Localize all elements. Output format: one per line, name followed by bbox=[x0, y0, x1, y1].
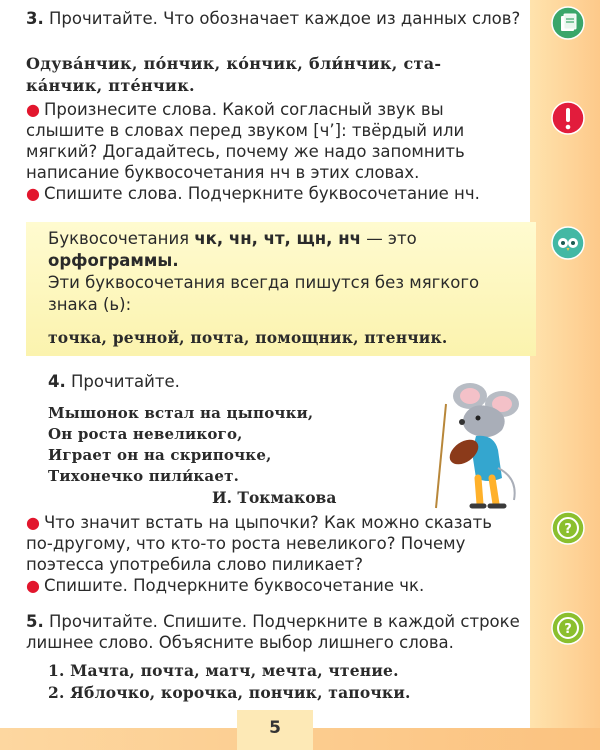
exercise-4-task-2 bbox=[26, 575, 522, 596]
exercise-3-words-line1: Одува́нчик, по́нчик, ко́нчик, бли́нчик, ста- bbox=[26, 54, 442, 73]
exercise-3-tasks bbox=[26, 99, 522, 204]
question-icon bbox=[551, 511, 585, 545]
exercise-3-instruction bbox=[26, 8, 522, 29]
rule-box bbox=[26, 222, 536, 356]
exercise-4-number: 4. bbox=[48, 372, 66, 391]
page-number: 5 bbox=[237, 710, 313, 750]
exercise-5-line-1: 1. Мачта, почта, матч, мечта, чтение. bbox=[48, 661, 399, 680]
exercise-3-words-line2: ка́нчик, пте́нчик. bbox=[26, 76, 195, 95]
exclamation-icon bbox=[551, 101, 585, 135]
owl-icon bbox=[551, 226, 585, 260]
bullet-icon: ● bbox=[26, 513, 40, 532]
svg-text:?: ? bbox=[564, 622, 572, 637]
exercise-4-task-1 bbox=[26, 512, 522, 575]
poem-line: Он роста невеликого, bbox=[48, 425, 243, 443]
rule-suffix: — это bbox=[366, 229, 417, 248]
mouse-violinist-illustration bbox=[406, 378, 526, 516]
poem bbox=[48, 403, 378, 487]
exercise-5-instruction bbox=[26, 611, 522, 653]
rule-term: орфограммы. bbox=[48, 251, 179, 270]
exercise-4-tasks bbox=[26, 512, 522, 596]
exercise-4-task-1-text: Что значит встать на цыпочки? Как можно сказать по-другому, что кто-то роста невеликого? Почему поэтесса употребила слово пиликает? bbox=[26, 513, 492, 574]
exercise-5-number: 5. bbox=[26, 612, 44, 631]
svg-text:?: ? bbox=[564, 522, 572, 537]
exercise-5-line-2: 2. Яблочко, корочка, пончик, тапочки. bbox=[48, 683, 411, 702]
exercise-4-task-2-text: Спишите. Подчеркните буквосочетание чк. bbox=[43, 576, 425, 595]
exercise-3-task-2-text: Спишите слова. Подчеркните буквосочетание нч. bbox=[43, 184, 480, 203]
exercise-3-text: Прочитайте. Что обозначает каждое из данных слов? bbox=[49, 9, 521, 28]
poem-line: Играет он на скрипочке, bbox=[48, 446, 272, 464]
exercise-3-task-1 bbox=[26, 99, 522, 183]
poem-line: Мышонок встал на цыпочки, bbox=[48, 404, 314, 422]
exercise-4-text: Прочитайте. bbox=[71, 372, 180, 391]
poem-author: И. Токмакова bbox=[212, 488, 337, 507]
rule-prefix: Буквосочетания bbox=[48, 229, 190, 248]
exercise-3-task-2 bbox=[26, 183, 522, 204]
exercise-3-words bbox=[26, 53, 522, 97]
exercise-3-task-1-text: Произнесите слова. Какой согласный звук вы слышите в словах перед звуком [ч’]: твёрдый или мягкий? Догадайтесь, почему же надо запомнить написание буквосочетания нч в этих словах. bbox=[26, 100, 465, 182]
exercise-3-number: 3. bbox=[26, 9, 44, 28]
bullet-icon: ● bbox=[26, 184, 40, 203]
bullet-icon: ● bbox=[26, 576, 40, 595]
notebook-icon bbox=[551, 6, 585, 40]
question-icon bbox=[551, 611, 585, 645]
rule-content bbox=[48, 228, 520, 347]
rule-example-words: точка, речной, почта, помощник, птенчик. bbox=[48, 328, 448, 347]
rule-line-3: Эти буквосочетания всегда пишутся без мягкого знака (ь): bbox=[48, 273, 480, 314]
rule-combos: чк, чн, чт, щн, нч bbox=[194, 229, 361, 248]
rule-line-2 bbox=[48, 250, 520, 272]
exercise-4-instruction bbox=[48, 371, 180, 392]
bullet-icon: ● bbox=[26, 100, 40, 119]
exercise-5-text: Прочитайте. Спишите. Подчеркните в каждой строке лишнее слово. Объясните выбор лишнего слова. bbox=[26, 612, 520, 652]
poem-line: Тихонечко пили́кает. bbox=[48, 467, 240, 485]
rule-line-1 bbox=[48, 228, 520, 250]
exercise-5-lines bbox=[48, 660, 518, 704]
